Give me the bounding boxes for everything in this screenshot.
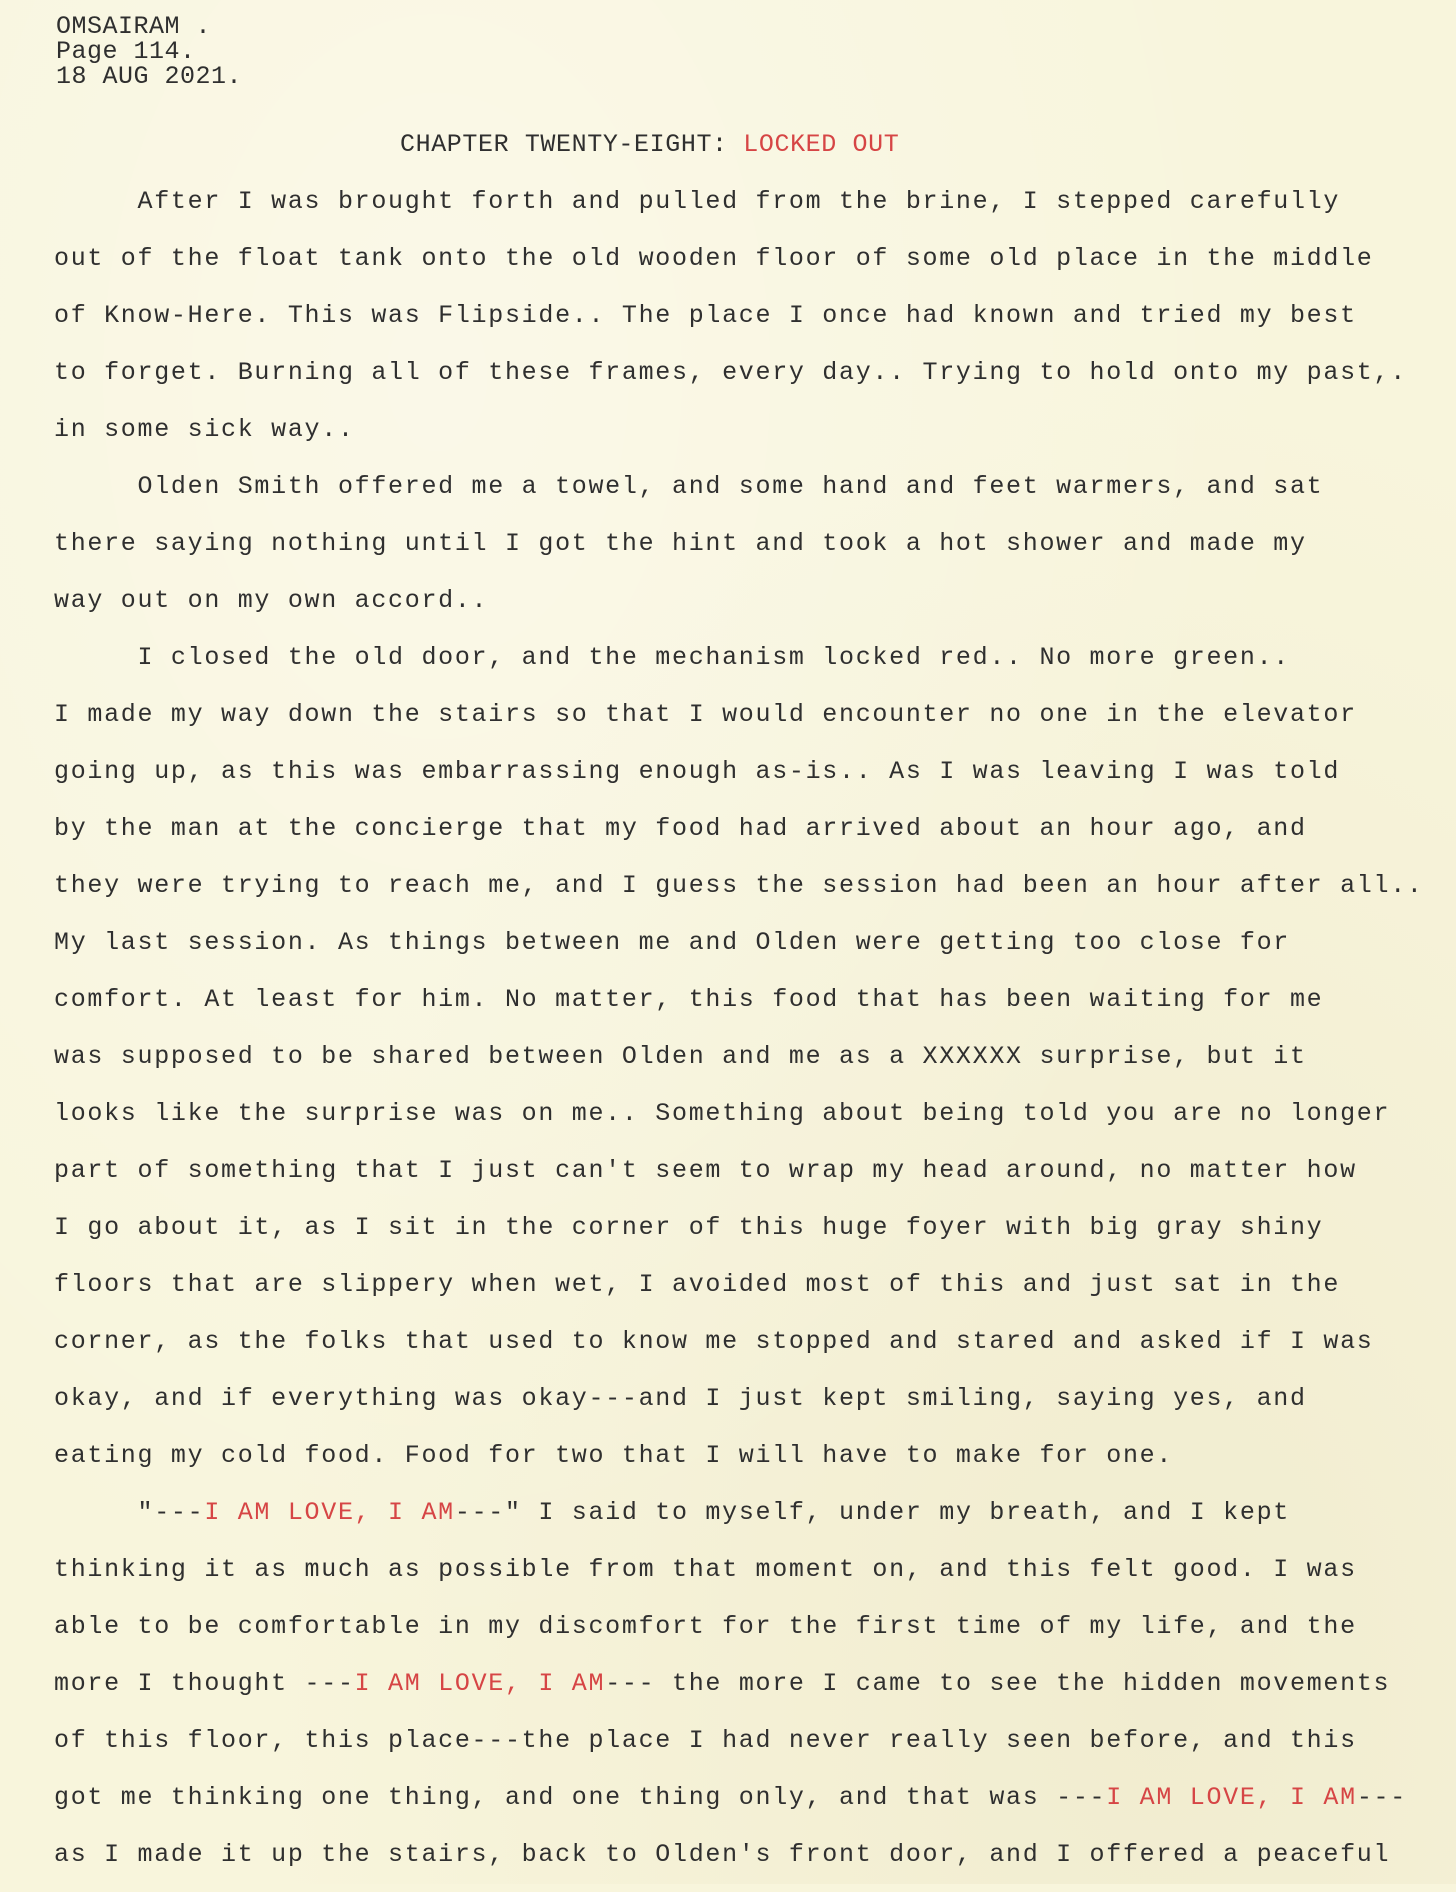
text-line xyxy=(54,1265,1434,1322)
affirmation-text: I AM LOVE, I AM xyxy=(204,1498,455,1527)
chapter-label: CHAPTER TWENTY-EIGHT: xyxy=(400,130,744,159)
text-line xyxy=(54,1322,1434,1379)
text-segment: got me thinking one thing, and one thing only, and that was --- xyxy=(54,1783,1107,1812)
text-line xyxy=(54,866,1434,923)
text-segment: corner, as the folks that used to know me stopped and stared and asked if I was xyxy=(54,1327,1374,1356)
text-segment: okay, and if everything was okay---and I just kept smiling, saying yes, and xyxy=(54,1384,1307,1413)
text-segment: floors that are slippery when wet, I avoided most of this and just sat in the xyxy=(54,1270,1341,1299)
text-line xyxy=(54,1436,1434,1493)
text-line xyxy=(54,410,1434,467)
text-line xyxy=(54,695,1434,752)
text-segment: --- xyxy=(1356,1783,1407,1812)
text-line xyxy=(54,1550,1434,1607)
text-segment: by the man at the concierge that my food had arrived about an hour ago, and xyxy=(54,814,1307,843)
text-line xyxy=(54,923,1434,980)
text-segment: way out on my own accord.. xyxy=(54,586,489,615)
text-segment: I closed the old door, and the mechanism locked red.. No more green.. xyxy=(54,643,1290,672)
text-line xyxy=(54,467,1434,524)
text-line xyxy=(54,239,1434,296)
text-segment: part of something that I just can't seem to wrap my head around, no matter how xyxy=(54,1156,1357,1185)
text-line xyxy=(54,1835,1434,1892)
text-line xyxy=(54,809,1434,866)
text-line xyxy=(54,638,1434,695)
text-segment: thinking it as much as possible from that moment on, and this felt good. I was xyxy=(54,1555,1357,1584)
text-segment: My last session. As things between me and Olden were getting too close for xyxy=(54,928,1290,957)
text-line xyxy=(54,1607,1434,1664)
chapter-heading xyxy=(400,130,899,159)
text-segment: of this floor, this place---the place I had never really seen before, and this xyxy=(54,1726,1357,1755)
page-header xyxy=(56,14,242,89)
text-line xyxy=(54,1664,1434,1721)
text-segment: Olden Smith offered me a towel, and some hand and feet warmers, and sat xyxy=(54,472,1324,501)
text-segment: After I was brought forth and pulled from the brine, I stepped carefully xyxy=(54,187,1341,216)
text-segment: as I made it up the stairs, back to Olden's front door, and I offered a peaceful xyxy=(54,1840,1391,1869)
text-line xyxy=(54,1379,1434,1436)
affirmation-text: I AM LOVE, I AM xyxy=(354,1669,606,1698)
text-segment: I go about it, as I sit in the corner of this huge foyer with big gray shiny xyxy=(54,1213,1324,1242)
affirmation-text: I AM LOVE, I AM xyxy=(1106,1783,1357,1812)
text-line xyxy=(54,1037,1434,1094)
text-line xyxy=(54,1208,1434,1265)
text-line xyxy=(54,752,1434,809)
text-segment: --- the more I came to see the hidden movements xyxy=(605,1669,1391,1698)
text-line xyxy=(54,1721,1434,1778)
text-line xyxy=(54,524,1434,581)
text-segment: out of the float tank onto the old wooden floor of some old place in the middle xyxy=(54,244,1374,273)
text-segment: I made my way down the stairs so that I would encounter no one in the elevator xyxy=(54,700,1357,729)
text-line xyxy=(54,353,1434,410)
text-line xyxy=(54,980,1434,1037)
text-segment: eating my cold food. Food for two that I will have to make for one. xyxy=(54,1441,1174,1470)
text-segment: of Know-Here. This was Flipside.. The place I once had known and tried my best xyxy=(54,301,1357,330)
text-segment: in some sick way.. xyxy=(54,415,355,444)
text-line xyxy=(54,1094,1434,1151)
header-page-number: Page 114. xyxy=(56,37,196,66)
text-segment: there saying nothing until I got the hint and took a hot shower and made my xyxy=(54,529,1307,558)
header-date: 18 AUG 2021. xyxy=(56,62,243,91)
text-line xyxy=(54,296,1434,353)
text-line xyxy=(54,1778,1434,1835)
text-segment: comfort. At least for him. No matter, this food that has been waiting for me xyxy=(54,985,1324,1014)
text-segment: going up, as this was embarrassing enough as-is.. As I was leaving I was told xyxy=(54,757,1341,786)
text-segment: to forget. Burning all of these frames, every day.. Trying to hold onto my past,. xyxy=(54,358,1407,387)
body-text xyxy=(54,182,1434,1892)
text-line xyxy=(54,1493,1434,1550)
chapter-title: LOCKED OUT xyxy=(743,130,900,159)
text-segment: looks like the surprise was on me.. Something about being told you are no longer xyxy=(54,1099,1391,1128)
text-segment: ---" I said to myself, under my breath, and I kept xyxy=(454,1498,1290,1527)
text-line xyxy=(54,182,1434,239)
header-line-1: OMSAIRAM . xyxy=(56,12,212,41)
text-segment: able to be comfortable in my discomfort for the first time of my life, and the xyxy=(54,1612,1357,1641)
text-segment: "--- xyxy=(54,1498,205,1527)
text-segment: they were trying to reach me, and I guess the session had been an hour after all.. xyxy=(54,871,1424,900)
text-line xyxy=(54,1151,1434,1208)
text-segment: more I thought --- xyxy=(54,1669,355,1698)
text-segment: was supposed to be shared between Olden and me as a XXXXXX surprise, but it xyxy=(54,1042,1307,1071)
text-line xyxy=(54,581,1434,638)
